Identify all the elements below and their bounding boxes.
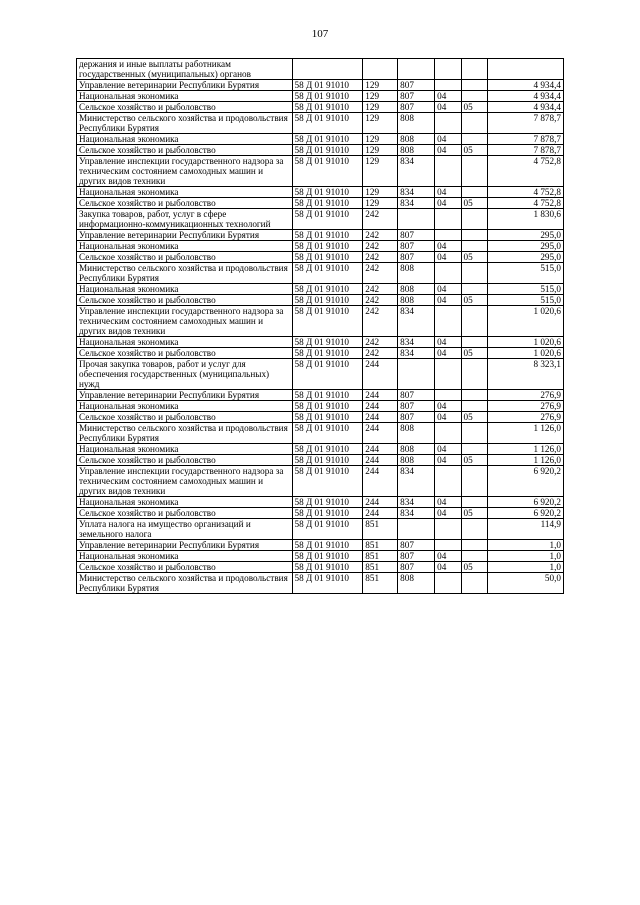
row-name-cell: Сельское хозяйство и рыболовство [77,252,293,263]
ministry-code-cell: 834 [398,306,435,337]
target-article-code-cell: 58 Д 01 91010 [292,187,363,198]
target-article-code-cell: 58 Д 01 91010 [292,295,363,306]
target-article-code-cell: 58 Д 01 91010 [292,156,363,187]
expense-type-code-cell: 129 [363,80,398,91]
section-code-cell [435,466,461,497]
ministry-code-cell: 807 [398,401,435,412]
subsection-code-cell [461,423,487,444]
target-article-code-cell: 58 Д 01 91010 [292,359,363,390]
ministry-code-cell: 808 [398,263,435,284]
table-row [77,497,564,508]
expense-type-code-cell: 129 [363,91,398,102]
expense-type-code-cell: 242 [363,241,398,252]
amount-cell: 1 126,0 [487,444,563,455]
section-code-cell: 04 [435,241,461,252]
ministry-code-cell: 807 [398,241,435,252]
ministry-code-cell: 834 [398,497,435,508]
amount-cell: 6 920,2 [487,508,563,519]
row-name-cell: Сельское хозяйство и рыболовство [77,455,293,466]
row-name-cell: Управление ветеринарии Республики Бурятия [77,390,293,401]
amount-cell: 7 878,7 [487,134,563,145]
amount-cell: 295,0 [487,252,563,263]
budget-table [76,58,564,594]
subsection-code-cell [461,134,487,145]
target-article-code-cell: 58 Д 01 91010 [292,573,363,594]
amount-cell: 276,9 [487,412,563,423]
amount-cell: 295,0 [487,241,563,252]
row-name-cell: Министерство сельского хозяйства и продовольствия Республики Бурятия [77,423,293,444]
subsection-code-cell [461,401,487,412]
target-article-code-cell [292,59,363,80]
amount-cell: 1 020,6 [487,337,563,348]
amount-cell: 4 934,4 [487,80,563,91]
target-article-code-cell: 58 Д 01 91010 [292,102,363,113]
table-row [77,401,564,412]
row-name-cell: Национальная экономика [77,134,293,145]
ministry-code-cell: 807 [398,230,435,241]
amount-cell: 276,9 [487,390,563,401]
expense-type-code-cell: 851 [363,540,398,551]
row-name-cell: Управление ветеринарии Республики Бурятия [77,230,293,241]
ministry-code-cell [398,59,435,80]
subsection-code-cell [461,80,487,91]
subsection-code-cell [461,337,487,348]
table-row [77,390,564,401]
expense-type-code-cell: 244 [363,390,398,401]
section-code-cell [435,306,461,337]
subsection-code-cell [461,466,487,497]
section-code-cell [435,80,461,91]
subsection-code-cell [461,91,487,102]
ministry-code-cell: 834 [398,508,435,519]
target-article-code-cell: 58 Д 01 91010 [292,497,363,508]
amount-cell: 1 830,6 [487,209,563,230]
amount-cell: 4 934,4 [487,102,563,113]
section-code-cell: 04 [435,551,461,562]
expense-type-code-cell: 851 [363,573,398,594]
ministry-code-cell: 807 [398,412,435,423]
ministry-code-cell: 807 [398,252,435,263]
section-code-cell [435,230,461,241]
target-article-code-cell: 58 Д 01 91010 [292,145,363,156]
subsection-code-cell [461,284,487,295]
amount-cell: 7 878,7 [487,145,563,156]
target-article-code-cell: 58 Д 01 91010 [292,540,363,551]
row-name-cell: Сельское хозяйство и рыболовство [77,348,293,359]
amount-cell: 4 752,8 [487,187,563,198]
row-name-cell: Уплата налога на имущество организаций и земельного налога [77,519,293,540]
ministry-code-cell: 808 [398,134,435,145]
subsection-code-cell [461,306,487,337]
expense-type-code-cell: 242 [363,209,398,230]
section-code-cell: 04 [435,284,461,295]
section-code-cell: 04 [435,455,461,466]
amount-cell: 1 126,0 [487,455,563,466]
expense-type-code-cell: 129 [363,198,398,209]
ministry-code-cell: 834 [398,466,435,497]
section-code-cell: 04 [435,134,461,145]
target-article-code-cell: 58 Д 01 91010 [292,423,363,444]
section-code-cell: 04 [435,444,461,455]
target-article-code-cell: 58 Д 01 91010 [292,198,363,209]
subsection-code-cell [461,573,487,594]
section-code-cell: 04 [435,508,461,519]
ministry-code-cell: 834 [398,198,435,209]
row-name-cell: Национальная экономика [77,401,293,412]
target-article-code-cell: 58 Д 01 91010 [292,252,363,263]
section-code-cell: 04 [435,102,461,113]
target-article-code-cell: 58 Д 01 91010 [292,134,363,145]
row-name-cell: Национальная экономика [77,551,293,562]
amount-cell: 50,0 [487,573,563,594]
amount-cell: 276,9 [487,401,563,412]
ministry-code-cell: 808 [398,284,435,295]
expense-type-code-cell: 242 [363,263,398,284]
row-name-cell: Министерство сельского хозяйства и продовольствия Республики Бурятия [77,263,293,284]
amount-cell: 4 752,8 [487,198,563,209]
amount-cell: 114,9 [487,519,563,540]
ministry-code-cell: 808 [398,455,435,466]
ministry-code-cell: 808 [398,295,435,306]
target-article-code-cell: 58 Д 01 91010 [292,519,363,540]
section-code-cell: 04 [435,562,461,573]
ministry-code-cell: 808 [398,444,435,455]
table-row [77,359,564,390]
row-name-cell: Управление инспекции государственного надзора за техническим состоянием самоходных машин и других видов техники [77,466,293,497]
table-row [77,134,564,145]
expense-type-code-cell: 244 [363,401,398,412]
ministry-code-cell: 807 [398,551,435,562]
subsection-code-cell [461,497,487,508]
ministry-code-cell [398,209,435,230]
row-name-cell: держания и иные выплаты работникам государственных (муниципальных) органов [77,59,293,80]
table-row [77,573,564,594]
subsection-code-cell [461,444,487,455]
target-article-code-cell: 58 Д 01 91010 [292,508,363,519]
section-code-cell: 04 [435,91,461,102]
table-row [77,562,564,573]
target-article-code-cell: 58 Д 01 91010 [292,348,363,359]
section-code-cell: 04 [435,412,461,423]
expense-type-code-cell: 242 [363,337,398,348]
row-name-cell: Сельское хозяйство и рыболовство [77,102,293,113]
table-row [77,295,564,306]
table-row [77,284,564,295]
table-row [77,348,564,359]
table-row [77,230,564,241]
target-article-code-cell: 58 Д 01 91010 [292,455,363,466]
row-name-cell: Национальная экономика [77,241,293,252]
target-article-code-cell: 58 Д 01 91010 [292,263,363,284]
expense-type-code-cell: 129 [363,113,398,134]
amount-cell: 1 020,6 [487,348,563,359]
subsection-code-cell [461,519,487,540]
subsection-code-cell: 05 [461,252,487,263]
expense-type-code-cell [363,59,398,80]
row-name-cell: Закупка товаров, работ, услуг в сфере информационно-коммуникационных технологий [77,209,293,230]
subsection-code-cell: 05 [461,145,487,156]
section-code-cell [435,156,461,187]
budget-table-body [77,59,564,594]
table-row [77,102,564,113]
amount-cell: 4 752,8 [487,156,563,187]
row-name-cell: Сельское хозяйство и рыболовство [77,508,293,519]
amount-cell: 1 020,6 [487,306,563,337]
expense-type-code-cell: 244 [363,466,398,497]
subsection-code-cell: 05 [461,102,487,113]
expense-type-code-cell: 242 [363,252,398,263]
amount-cell [487,59,563,80]
amount-cell: 6 920,2 [487,497,563,508]
table-row [77,306,564,337]
section-code-cell: 04 [435,187,461,198]
amount-cell: 515,0 [487,284,563,295]
table-row [77,466,564,497]
section-code-cell [435,113,461,134]
ministry-code-cell: 807 [398,562,435,573]
table-row [77,241,564,252]
row-name-cell: Национальная экономика [77,284,293,295]
row-name-cell: Сельское хозяйство и рыболовство [77,295,293,306]
subsection-code-cell [461,209,487,230]
table-row [77,444,564,455]
target-article-code-cell: 58 Д 01 91010 [292,284,363,295]
table-row [77,412,564,423]
table-row [77,113,564,134]
target-article-code-cell: 58 Д 01 91010 [292,466,363,497]
table-row [77,540,564,551]
expense-type-code-cell: 244 [363,359,398,390]
amount-cell: 1,0 [487,562,563,573]
subsection-code-cell: 05 [461,198,487,209]
expense-type-code-cell: 242 [363,306,398,337]
expense-type-code-cell: 244 [363,423,398,444]
expense-type-code-cell: 129 [363,156,398,187]
subsection-code-cell [461,390,487,401]
ministry-code-cell: 834 [398,337,435,348]
row-name-cell: Управление инспекции государственного надзора за техническим состоянием самоходных машин и других видов техники [77,156,293,187]
target-article-code-cell: 58 Д 01 91010 [292,80,363,91]
section-code-cell [435,519,461,540]
expense-type-code-cell: 851 [363,519,398,540]
table-row [77,145,564,156]
table-row [77,337,564,348]
subsection-code-cell [461,113,487,134]
ministry-code-cell: 834 [398,187,435,198]
amount-cell: 295,0 [487,230,563,241]
table-row [77,59,564,80]
section-code-cell [435,263,461,284]
subsection-code-cell [461,359,487,390]
subsection-code-cell [461,59,487,80]
row-name-cell: Национальная экономика [77,187,293,198]
expense-type-code-cell: 242 [363,230,398,241]
expense-type-code-cell: 242 [363,295,398,306]
amount-cell: 515,0 [487,263,563,284]
section-code-cell: 04 [435,348,461,359]
target-article-code-cell: 58 Д 01 91010 [292,241,363,252]
row-name-cell: Национальная экономика [77,444,293,455]
subsection-code-cell [461,156,487,187]
row-name-cell: Сельское хозяйство и рыболовство [77,412,293,423]
row-name-cell: Национальная экономика [77,337,293,348]
table-row [77,209,564,230]
expense-type-code-cell: 129 [363,145,398,156]
subsection-code-cell: 05 [461,508,487,519]
row-name-cell: Управление инспекции государственного надзора за техническим состоянием самоходных машин и других видов техники [77,306,293,337]
ministry-code-cell: 807 [398,80,435,91]
target-article-code-cell: 58 Д 01 91010 [292,390,363,401]
table-row [77,508,564,519]
section-code-cell: 04 [435,252,461,263]
section-code-cell [435,540,461,551]
section-code-cell [435,390,461,401]
table-row [77,156,564,187]
row-name-cell: Министерство сельского хозяйства и продовольствия Республики Бурятия [77,113,293,134]
ministry-code-cell: 808 [398,113,435,134]
expense-type-code-cell: 244 [363,508,398,519]
row-name-cell: Сельское хозяйство и рыболовство [77,198,293,209]
expense-type-code-cell: 129 [363,134,398,145]
subsection-code-cell [461,551,487,562]
section-code-cell: 04 [435,295,461,306]
subsection-code-cell [461,187,487,198]
table-row [77,198,564,209]
target-article-code-cell: 58 Д 01 91010 [292,562,363,573]
section-code-cell: 04 [435,401,461,412]
subsection-code-cell: 05 [461,348,487,359]
target-article-code-cell: 58 Д 01 91010 [292,337,363,348]
row-name-cell: Национальная экономика [77,497,293,508]
table-row [77,455,564,466]
subsection-code-cell: 05 [461,295,487,306]
expense-type-code-cell: 851 [363,551,398,562]
ministry-code-cell [398,519,435,540]
subsection-code-cell [461,241,487,252]
ministry-code-cell: 808 [398,573,435,594]
amount-cell: 6 920,2 [487,466,563,497]
subsection-code-cell: 05 [461,562,487,573]
row-name-cell: Сельское хозяйство и рыболовство [77,145,293,156]
table-row [77,91,564,102]
expense-type-code-cell: 244 [363,455,398,466]
target-article-code-cell: 58 Д 01 91010 [292,306,363,337]
row-name-cell: Сельское хозяйство и рыболовство [77,562,293,573]
ministry-code-cell: 807 [398,91,435,102]
table-row [77,423,564,444]
ministry-code-cell: 807 [398,540,435,551]
amount-cell: 8 323,1 [487,359,563,390]
target-article-code-cell: 58 Д 01 91010 [292,230,363,241]
section-code-cell [435,59,461,80]
target-article-code-cell: 58 Д 01 91010 [292,412,363,423]
row-name-cell: Управление ветеринарии Республики Бурятия [77,540,293,551]
amount-cell: 1,0 [487,540,563,551]
expense-type-code-cell: 244 [363,497,398,508]
expense-type-code-cell: 129 [363,187,398,198]
section-code-cell [435,209,461,230]
subsection-code-cell [461,230,487,241]
table-row [77,187,564,198]
section-code-cell [435,573,461,594]
target-article-code-cell: 58 Д 01 91010 [292,444,363,455]
ministry-code-cell: 834 [398,348,435,359]
target-article-code-cell: 58 Д 01 91010 [292,401,363,412]
subsection-code-cell [461,540,487,551]
amount-cell: 1,0 [487,551,563,562]
section-code-cell [435,423,461,444]
target-article-code-cell: 58 Д 01 91010 [292,551,363,562]
expense-type-code-cell: 851 [363,562,398,573]
ministry-code-cell [398,359,435,390]
section-code-cell: 04 [435,198,461,209]
ministry-code-cell: 808 [398,423,435,444]
section-code-cell: 04 [435,497,461,508]
row-name-cell: Национальная экономика [77,91,293,102]
ministry-code-cell: 807 [398,102,435,113]
row-name-cell: Управление ветеринарии Республики Бурятия [77,80,293,91]
expense-type-code-cell: 244 [363,412,398,423]
table-row [77,551,564,562]
ministry-code-cell: 808 [398,145,435,156]
row-name-cell: Министерство сельского хозяйства и продовольствия Республики Бурятия [77,573,293,594]
subsection-code-cell: 05 [461,412,487,423]
expense-type-code-cell: 244 [363,444,398,455]
expense-type-code-cell: 129 [363,102,398,113]
table-row [77,519,564,540]
row-name-cell: Прочая закупка товаров, работ и услуг для обеспечения государственных (муниципальных) нужд [77,359,293,390]
table-row [77,80,564,91]
subsection-code-cell [461,263,487,284]
expense-type-code-cell: 242 [363,348,398,359]
amount-cell: 4 934,4 [487,91,563,102]
section-code-cell: 04 [435,337,461,348]
target-article-code-cell: 58 Д 01 91010 [292,113,363,134]
target-article-code-cell: 58 Д 01 91010 [292,209,363,230]
expense-type-code-cell: 242 [363,284,398,295]
amount-cell: 7 878,7 [487,113,563,134]
subsection-code-cell: 05 [461,455,487,466]
table-row [77,263,564,284]
ministry-code-cell: 834 [398,156,435,187]
page-number: 107 [311,28,329,40]
target-article-code-cell: 58 Д 01 91010 [292,91,363,102]
table-row [77,252,564,263]
section-code-cell: 04 [435,145,461,156]
ministry-code-cell: 807 [398,390,435,401]
section-code-cell [435,359,461,390]
amount-cell: 1 126,0 [487,423,563,444]
amount-cell: 515,0 [487,295,563,306]
